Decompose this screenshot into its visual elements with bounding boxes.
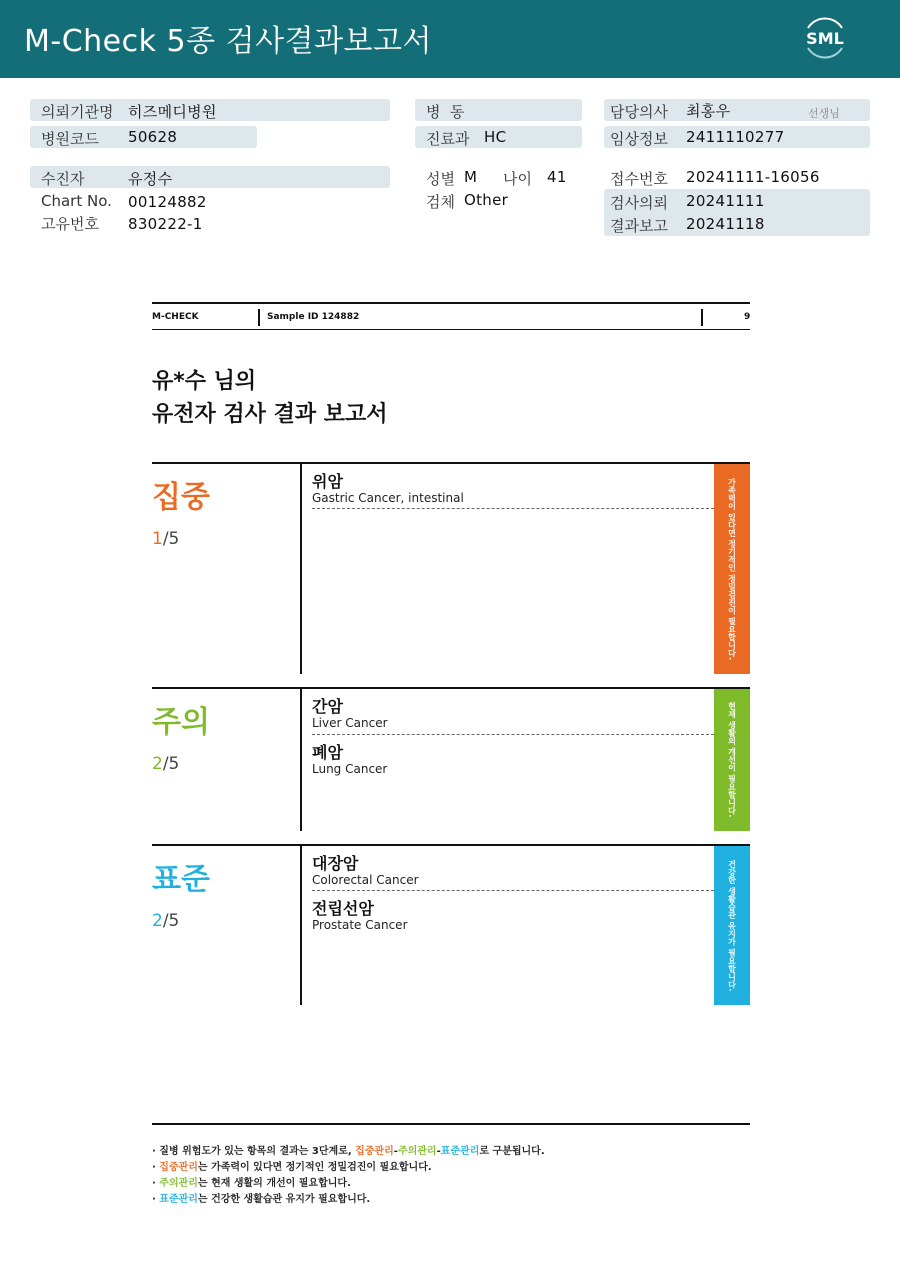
- doctor-value: 최홍우: [686, 102, 731, 120]
- section-rule: [152, 687, 750, 689]
- header-divider: [258, 309, 260, 326]
- report-date-value: 20241118: [686, 215, 765, 233]
- page-number: 9: [744, 312, 751, 322]
- category-band-focus: 가족력이 있다면 정기적인 정밀검진이 필요합니다.: [714, 464, 750, 674]
- disease-separator: [312, 734, 714, 735]
- note-3: · 주의관리는 현재 생활의 개선이 필요합니다.: [152, 1178, 351, 1189]
- disease-en: Liver Cancer: [312, 716, 388, 730]
- request-date-value: 20241111: [686, 192, 765, 210]
- section-divider: [300, 689, 302, 831]
- disease-en: Lung Cancer: [312, 762, 388, 776]
- category-band-standard: 건강한 생활습관 유지가 필요합니다.: [714, 846, 750, 1005]
- doctor-label: 담당의사: [610, 103, 668, 121]
- sample-id: Sample ID 124882: [267, 312, 360, 322]
- department-label: 진료과: [426, 130, 470, 148]
- hospital-code-label: 병원코드: [41, 130, 99, 148]
- institution-label: 의뢰기관명: [41, 103, 114, 121]
- disease-en: Prostate Cancer: [312, 918, 408, 932]
- report-heading-line2: 유전자 검사 결과 보고서: [152, 402, 388, 427]
- sml-logo: [800, 12, 850, 62]
- sex-value: M: [464, 168, 478, 186]
- unique-no-value: 830222-1: [128, 215, 203, 233]
- sex-label: 성별: [426, 170, 455, 188]
- category-count-caution: 2/5: [152, 754, 180, 774]
- disease-ko: 간암: [312, 697, 343, 716]
- department-value: HC: [484, 128, 507, 146]
- category-name-standard: 표준: [152, 862, 210, 897]
- chart-no-label: Chart No.: [41, 192, 112, 210]
- section-divider: [300, 464, 302, 674]
- note-4: · 표준관리는 건강한 생활습관 유지가 필요합니다.: [152, 1194, 371, 1205]
- report-header-rule: [152, 329, 750, 330]
- receipt-no-value: 20241111-16056: [686, 168, 820, 186]
- report-title: M-Check 5종 검사결과보고서: [24, 24, 432, 59]
- disease-en: Gastric Cancer, intestinal: [312, 491, 464, 505]
- clinical-info-value: 2411110277: [686, 128, 785, 146]
- category-name-caution: 주의: [152, 705, 210, 740]
- doctor-suffix: 선생님: [808, 107, 840, 120]
- disease-ko: 폐암: [312, 743, 343, 762]
- age-value: 41: [547, 168, 567, 186]
- disease-ko: 대장암: [312, 854, 359, 873]
- category-band-caution: 현재 생활의 개선이 필요합니다.: [714, 689, 750, 831]
- institution-value: 히즈메디병원: [128, 103, 217, 121]
- disease-en: Colorectal Cancer: [312, 873, 419, 887]
- section-rule: [152, 844, 750, 846]
- category-name-focus: 집중: [152, 480, 210, 515]
- specimen-value: Other: [464, 191, 509, 209]
- age-label: 나이: [503, 170, 532, 188]
- patient-value: 유정수: [128, 170, 173, 188]
- hospital-code-value: 50628: [128, 128, 178, 146]
- report-date-label: 결과보고: [610, 217, 668, 235]
- disease-separator: [312, 508, 714, 509]
- disease-ko: 위암: [312, 472, 343, 491]
- notes-rule: [152, 1123, 750, 1125]
- report-top-rule: [152, 302, 750, 304]
- report-heading-line1: 유*수 님의: [152, 369, 257, 394]
- ward-label: 병 동: [426, 103, 465, 121]
- note-1: · 질병 위험도가 있는 항목의 결과는 3단계로, 집중관리-주의관리-표준관리로 구분됩니다.: [152, 1146, 545, 1157]
- disease-separator: [312, 890, 714, 891]
- section-divider: [300, 846, 302, 1005]
- patient-label: 수진자: [41, 170, 85, 188]
- unique-no-label: 고유번호: [41, 215, 99, 233]
- section-rule: [152, 462, 750, 464]
- specimen-label: 검체: [426, 193, 455, 211]
- logo-text: SML: [806, 29, 844, 48]
- note-2: · 집중관리는 가족력이 있다면 정기적인 정밀검진이 필요합니다.: [152, 1162, 432, 1173]
- category-count-focus: 1/5: [152, 529, 180, 549]
- brand-label: M-CHECK: [152, 312, 199, 322]
- category-count-standard: 2/5: [152, 911, 180, 931]
- disease-ko: 전립선암: [312, 899, 374, 918]
- clinical-info-label: 임상정보: [610, 130, 668, 148]
- header-bar: [0, 0, 900, 78]
- header-divider: [701, 309, 703, 326]
- receipt-no-label: 접수번호: [610, 170, 668, 188]
- chart-no-value: 00124882: [128, 193, 207, 211]
- request-date-label: 검사의뢰: [610, 194, 668, 212]
